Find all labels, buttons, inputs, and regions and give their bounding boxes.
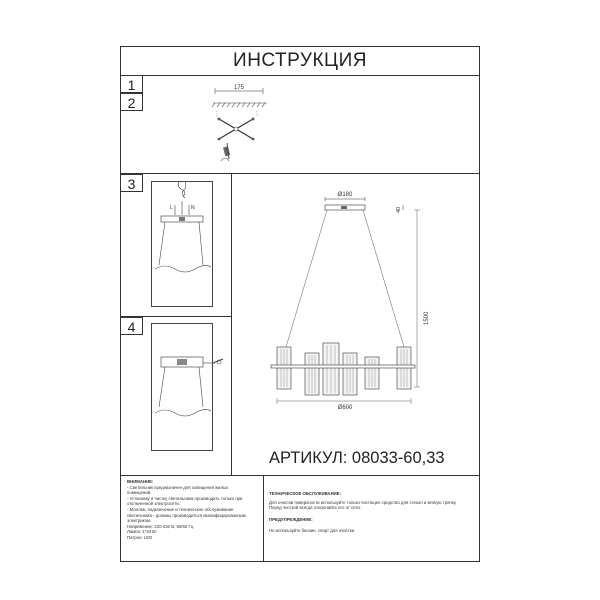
diameter-top-label: Ø180 [337,192,353,198]
step2-mounting-diagram [201,81,281,171]
step-number-3: 3 [121,174,143,192]
maintenance-heading: ТЕХНИЧЕСКОЕ ОБСЛУЖИВАНИЕ: [269,491,342,496]
warning-line: светильника - должны производиться квалифицированным [127,512,246,518]
maintenance-line: Для очистки поверхности используйте только чистящее средство для стекол и мягкую тряпку. [269,499,457,505]
step4-assembly-diagram [151,323,231,451]
column-divider [263,475,264,561]
warning-line: - Светильник предназначен для освещения жилых [127,484,229,490]
dimension-label: 175 [233,85,245,91]
frame-bar [271,365,415,368]
caution-heading: ПРЕДУПРЕЖДЕНИЕ: [269,516,313,522]
diameter-bottom-label: Ø600 [337,405,353,411]
height-small-label: 40 [396,206,402,213]
warning-line: - Монтаж, подключение и техническое обслуживание [127,506,234,512]
warning-line: отключенной электросети. [127,501,180,507]
warning-line: электриком. [127,518,152,524]
wire-label-n: N [191,205,195,211]
page-title: ИНСТРУКЦИЯ [121,47,479,76]
warning-notes [127,479,259,541]
warning-line: - Установку и чистку светильника производить только при [127,495,243,501]
warning-heading: ВНИМАНИЕ: [127,479,154,484]
step-number-1: 1 [121,75,143,93]
maintenance-line: Перед чисткой всегда отключайте его от сети. [269,505,361,511]
step-number-4: 4 [121,317,143,335]
column-divider [231,173,232,475]
fixture-technical-drawing [261,187,471,427]
warning-line: Лампа: 1*34 Вт [127,529,157,535]
warning-line: Патрон: LED [127,534,153,540]
section-divider [121,475,479,476]
wire-label-l: L [170,205,173,211]
caution-line: Не используйте бензин, спирт для очистки. [269,528,356,534]
screwdriver-icon [221,143,230,161]
warning-line: Напряжение: 220-230 В, 50/60 Гц [127,523,194,529]
suspension-cable [283,210,327,357]
section-divider [121,316,231,317]
maintenance-notes [269,491,475,534]
step-number-2: 2 [121,93,143,111]
section-divider [121,173,479,174]
step3-wiring-diagram [151,181,213,307]
warning-line: помещений. [127,490,152,496]
instruction-sheet [120,46,480,562]
crystal-panels [277,343,411,395]
height-total-label: 1500 [424,311,430,325]
suspension-cable [363,210,407,357]
article-number: АРТИКУЛ: 08033-60,33 [269,449,445,467]
